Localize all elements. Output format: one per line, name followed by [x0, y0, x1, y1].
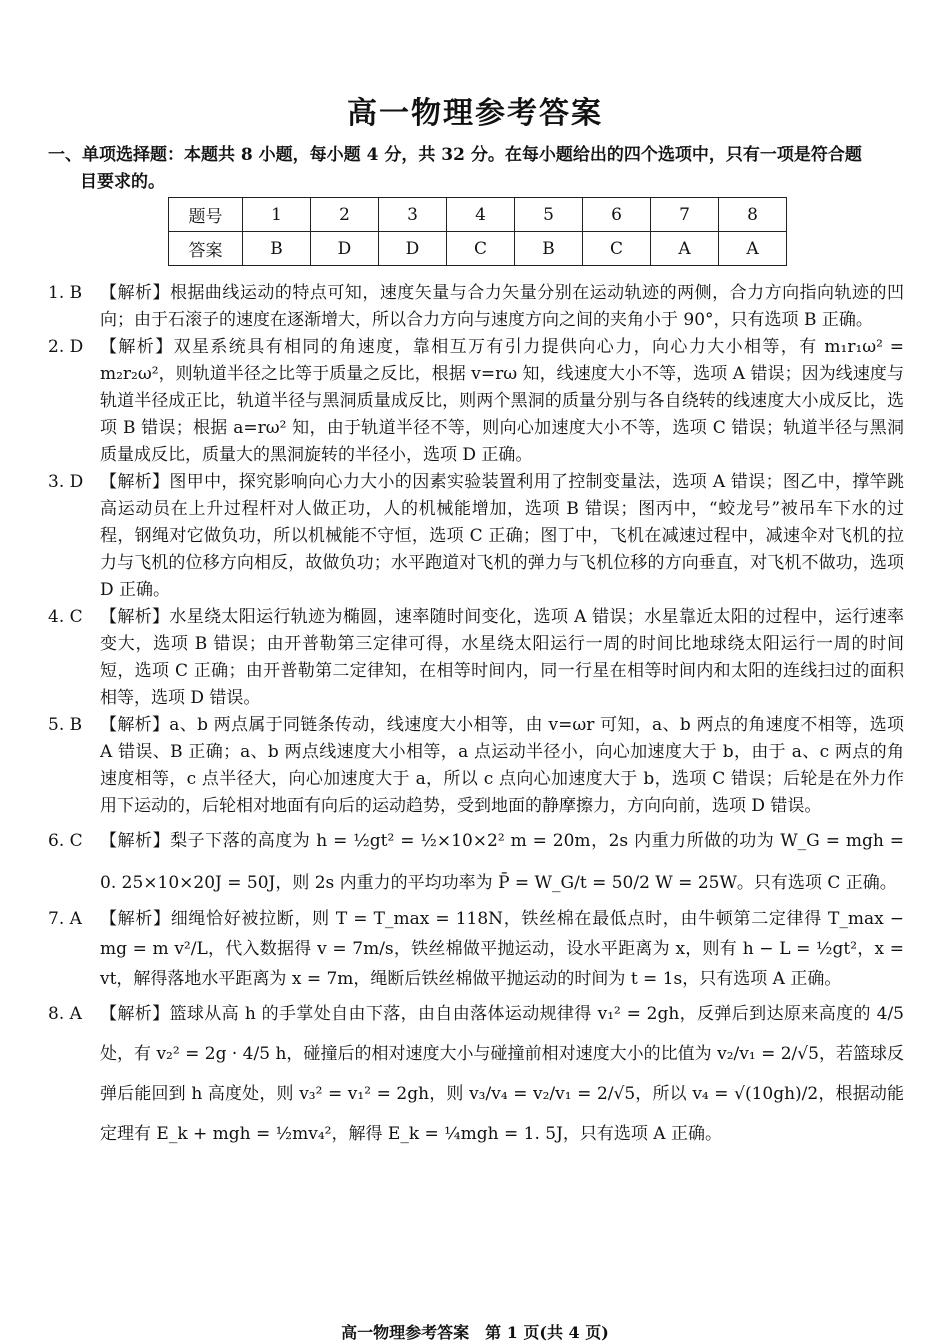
table-cell: A	[719, 232, 787, 266]
item-text: 【解析】水星绕太阳运行轨迹为椭圆，速率随时间变化，选项 A 错误；水星靠近太阳的过程中，运行速率变大，选项 B 错误；由开普勒第三定律可得，水星绕太阳运行一周的时间比地球绕太阳运行一周的时间短，选项 C 正确；由开普勒第二定律知，在相等时间内，同一行星在相等时间内和太阳的连线扫过的面积相等，选项 D 错误。	[100, 607, 904, 708]
page-title: 高一物理参考答案	[347, 96, 603, 131]
item-number: 4. C	[48, 607, 83, 627]
table-cell: A	[651, 232, 719, 266]
item-number: 8. A	[48, 1004, 82, 1024]
section-heading-line2: 目要求的。	[80, 172, 165, 192]
table-cell: D	[311, 232, 379, 266]
explanation-item	[48, 712, 904, 820]
table-row-numbers	[169, 198, 787, 232]
item-number: 2. D	[48, 337, 84, 357]
item-number: 7. A	[48, 909, 82, 929]
table-header-number: 题号	[169, 198, 243, 232]
explanation-item	[48, 994, 904, 1154]
item-text: 【解析】双星系统具有相同的角速度，靠相互万有引力提供向心力，向心力大小相等，有 m₁r₁ω² = m₂r₂ω²，则轨道半径之比等于质量之反比，根据 v=rω 知，线速度大小不等，选项 A 错误；因为线速度与轨道半径成正比，轨道半径与黑洞质量成反比，则两个黑洞的质量分别与各自绕转的线速度大小成反比，选项 B 错误；根据 a=rω² 知，由于轨道半径不等，则向心加速度大小不等，选项 C 错误；轨道半径与黑洞质量成反比，质量大的黑洞旋转的半径小，选项 D 正确。	[100, 337, 904, 465]
section-heading-line1: 一、单项选择题：本题共 8 小题，每小题 4 分，共 32 分。在每小题给出的四个选项中，只有一项是符合题	[48, 145, 862, 165]
table-cell: 5	[515, 198, 583, 232]
table-cell: D	[379, 232, 447, 266]
explanation-item	[48, 469, 904, 604]
section-heading	[48, 142, 908, 196]
table-row-answers	[169, 232, 787, 266]
explanation-item	[48, 604, 904, 712]
item-text: 【解析】图甲中，探究影响向心力大小的因素实验装置利用了控制变量法，选项 A 错误；图乙中，撑竿跳高运动员在上升过程杆对人做正功，人的机械能增加，选项 B 错误；图丙中，“蛟龙号”被吊车下水的过程，钢绳对它做负功，所以机械能不守恒，选项 C 正确；图丁中，飞机在减速过程中，减速伞对飞机的拉力与飞机的位移方向相反，故做负功；水平跑道对飞机的弹力与飞机位移的方向垂直，对飞机不做功，选项 D 正确。	[100, 472, 904, 600]
item-number: 1. B	[48, 283, 83, 303]
explanation-item	[48, 280, 904, 334]
table-cell: 8	[719, 198, 787, 232]
table-cell: 6	[583, 198, 651, 232]
table-cell: 1	[243, 198, 311, 232]
table-header-answer: 答案	[169, 232, 243, 266]
item-number: 5. B	[48, 715, 83, 735]
item-number: 6. C	[48, 831, 83, 851]
page-footer: 高一物理参考答案 第 1 页(共 4 页)	[341, 1323, 609, 1342]
item-text: 【解析】梨子下落的高度为 h = ½gt² = ½×10×2² m = 20m，2s 内重力所做的功为 W_G = mgh = 0. 25×10×20J = 50J，则 2s 内重力的平均功率为 P̄ = W_G/t = 50/2 W = 25W。只有选项 C 正确。	[100, 831, 904, 893]
item-text: 【解析】篮球从高 h 的手掌处自由下落，由自由落体运动规律得 v₁² = 2gh，反弹后到达原来高度的 4/5 处，有 v₂² = 2g · 4/5 h，碰撞后的相对速度大小与碰撞前相对速度大小的比值为 v₂/v₁ = 2/√5，若篮球反弹后能回到 h 高度处，则 v₃² = v₁² = 2gh，则 v₃/v₄ = v₂/v₁ = 2/√5，所以 v₄ = √(10gh)/2，根据动能定理有 E_k + mgh = ½mv₄²，解得 E_k = ¼mgh = 1. 5J，只有选项 A 正确。	[100, 1004, 904, 1144]
table-cell: B	[515, 232, 583, 266]
table-cell: C	[447, 232, 515, 266]
item-number: 3. D	[48, 472, 84, 492]
item-text: 【解析】根据曲线运动的特点可知，速度矢量与合力矢量分别在运动轨迹的两侧，合力方向指向轨迹的凹向；由于石滚子的速度在逐渐增大，所以合力方向与速度方向之间的夹角小于 90°，只有选项 B 正确。	[100, 283, 904, 330]
explanations	[48, 280, 904, 1154]
explanation-item	[48, 904, 904, 994]
table-cell: 7	[651, 198, 719, 232]
table-cell: B	[243, 232, 311, 266]
table-cell: 4	[447, 198, 515, 232]
table-cell: C	[583, 232, 651, 266]
item-text: 【解析】细绳恰好被拉断，则 T = T_max = 118N，铁丝棉在最低点时，由牛顿第二定律得 T_max − mg = m v²/L，代入数据得 v = 7m/s，铁丝棉做平抛运动，设水平距离为 x，则有 h − L = ½gt²，x = vt，解得落地水平距离为 x = 7m，绳断后铁丝棉做平抛运动的时间为 t = 1s，只有选项 A 正确。	[100, 909, 904, 989]
table-cell: 3	[379, 198, 447, 232]
explanation-item	[48, 334, 904, 469]
explanation-item	[48, 820, 904, 904]
item-text: 【解析】a、b 两点属于同链条传动，线速度大小相等，由 v=ωr 可知，a、b 两点的角速度不相等，选项 A 错误、B 正确；a、b 两点线速度大小相等，a 点运动半径小，向心加速度大于 b，由于 a、c 两点的角速度相等，c 点半径大，向心加速度大于 a，所以 c 点向心加速度大于 b，选项 C 错误；后轮是在外力作用下运动的，后轮相对地面有向后的运动趋势，受到地面的静摩擦力，方向向前，选项 D 错误。	[100, 715, 904, 816]
answer-table	[168, 197, 787, 266]
table-cell: 2	[311, 198, 379, 232]
